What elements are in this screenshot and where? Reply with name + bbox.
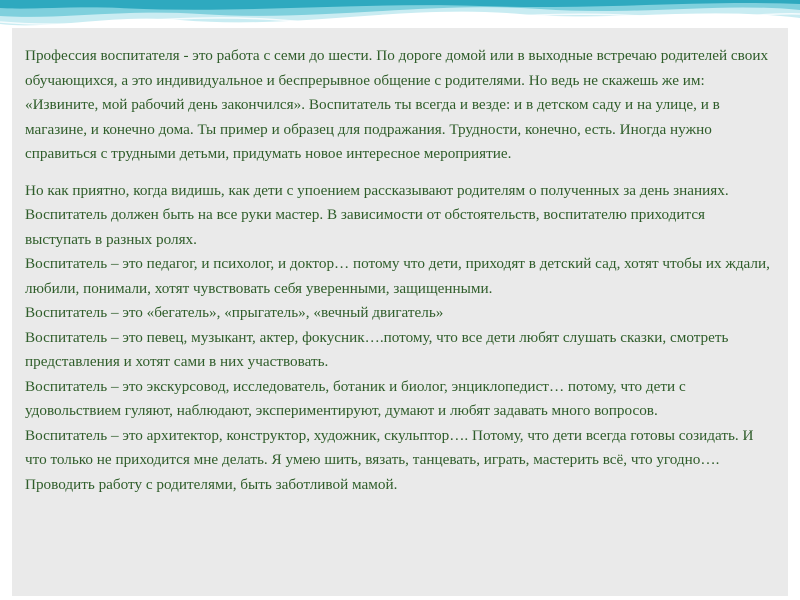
paragraph-roles: Но как приятно, когда видишь, как дети с упоением рассказывают родителям о полученных за день знаниях. Воспитатель должен быть на все руки мастер. В зависимости от обстоятельств, воспитателю приходится выступать в разных ролях.: [25, 181, 729, 248]
paragraph-pedagogue: Воспитатель – это педагог, и психолог, и доктор… потому что дети, приходят в детский сад, хотят чтобы их ждали, любили, понимали, хотят чувствовать себя уверенными, защищенными.: [25, 255, 770, 297]
paragraph-singer: Воспитатель – это певец, музыкант, актер, фокусник….потому, что все дети любят слушать сказки, смотреть представления и хотят сами в них участвовать.: [25, 328, 729, 370]
paragraph-runner: Воспитатель – это «бегатель», «прыгатель», «вечный двигатель»: [25, 304, 444, 321]
document-body: [25, 44, 775, 497]
paragraph-guide: Воспитатель – это экскурсовод, исследователь, ботаник и биолог, энциклопедист… потому, что дети с удовольствием гуляют, наблюдают, экспериментируют, думают и любят задавать много вопросов.: [25, 377, 686, 419]
paragraph-architect: Воспитатель – это архитектор, конструктор, художник, скульптор…. Потому, что дети всегда готовы созидать. И что только не приходится мне делать. Я умею шить, вязать, танцевать, играть, мастерить всё, что угодно…. Проводить работу с родителями, быть заботливой мамой.: [25, 426, 754, 493]
paragraph-intro: Профессия воспитателя - это работа с семи до шести. По дороге домой или в выходные встречаю родителей своих обучающихся, а это индивидуальное и беспрерывное общение с родителями. Но ведь не скажешь же им: «Извините, мой рабочий день закончился». Воспитатель ты всегда и везде: и в детском саду и на улице, и в магазине, и конечно дома. Ты пример и образец для подражания. Трудности, конечно, есть. Иногда нужно справиться с трудными детьми, придумать новое интересное мероприятие.: [25, 47, 769, 162]
